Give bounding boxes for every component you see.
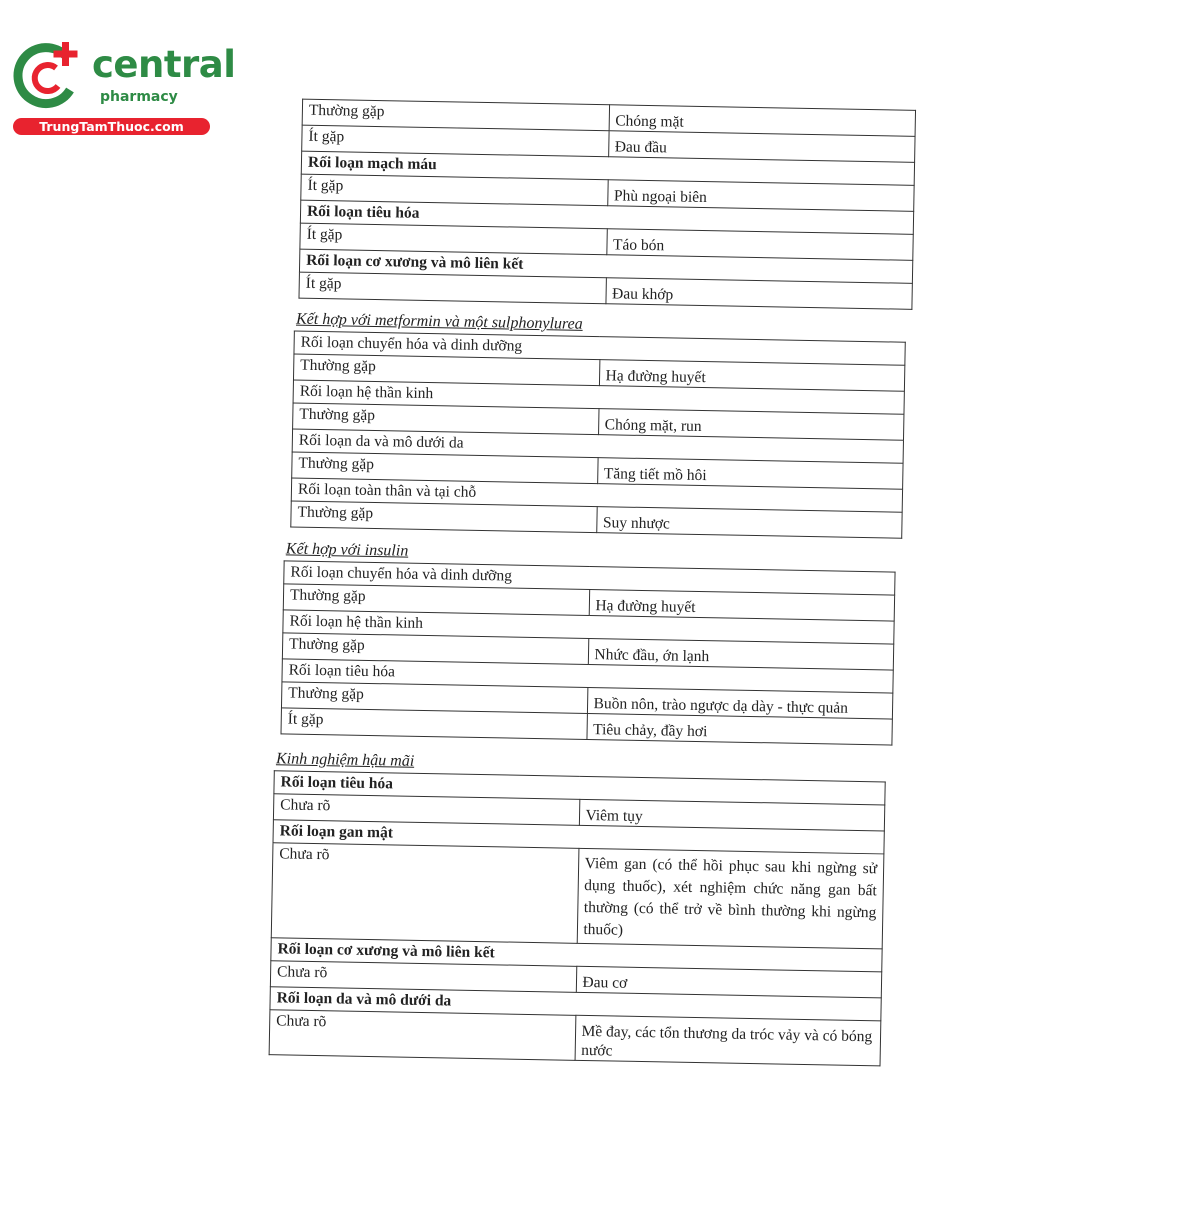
- frequency-cell: Chưa rõ: [271, 843, 578, 944]
- adverse-effects-table-3: [280, 560, 895, 745]
- section-caption: Kết hợp với metformin và một sulphonylurea: [295, 310, 583, 333]
- frequency-cell: Ít gặp: [299, 272, 606, 304]
- frequency-cell: Thường gặp: [282, 633, 588, 665]
- section-insulin: [280, 540, 895, 745]
- frequency-cell: Thường gặp: [293, 354, 599, 386]
- section-post-marketing: [269, 750, 886, 1066]
- table-continued: [298, 99, 916, 310]
- effect-cell: Nhức đầu, ớn lạnh: [588, 638, 894, 670]
- category-label: Rối loạn hệ thần kinh: [293, 380, 904, 414]
- effect-cell: Suy nhược: [596, 507, 902, 539]
- section-caption: Kinh nghiệm hậu mãi: [275, 750, 415, 770]
- category-label: Rối loạn da và mô dưới da: [270, 987, 881, 1021]
- category-label: Rối loạn cơ xương và mô liên kết: [271, 938, 882, 972]
- frequency-cell: Ít gặp: [281, 708, 587, 740]
- frequency-cell: Chưa rõ: [269, 1010, 575, 1061]
- effect-cell: Hạ đường huyết: [589, 589, 895, 621]
- frequency-cell: Chưa rõ: [270, 961, 576, 993]
- section-caption: Kết hợp với insulin: [285, 540, 409, 560]
- brand-website: TrungTamThuoc.com: [13, 118, 210, 135]
- brand-name: central: [92, 43, 236, 86]
- effect-cell: Đau khớp: [605, 278, 912, 310]
- frequency-cell: Chưa rõ: [273, 794, 579, 826]
- effect-cell: Tăng tiết mồ hôi: [597, 458, 903, 490]
- frequency-cell: Thường gặp: [293, 403, 599, 435]
- effect-cell: Viêm tụy: [579, 799, 885, 831]
- effect-cell: Mề đay, các tổn thương da tróc vảy và có bóng nước: [575, 1015, 881, 1066]
- effect-cell: Phù ngoại biên: [607, 180, 914, 212]
- frequency-cell: Thường gặp: [283, 584, 589, 616]
- category-label: Rối loạn gan mật: [273, 820, 884, 854]
- frequency-cell: Thường gặp: [302, 99, 609, 131]
- category-label: Rối loạn cơ xương và mô liên kết: [299, 249, 912, 283]
- category-label: Rối loạn tiêu hóa: [282, 659, 893, 693]
- section-metformin-sulphonylurea: [290, 311, 906, 539]
- frequency-cell: Ít gặp: [302, 125, 609, 157]
- effect-cell: Viêm gan (có thể hồi phục sau khi ngừng sử dụng thuốc), xét nghiệm chức năng gan bất thường (có thể trở về bình thường khi ngừng thuốc): [577, 848, 884, 949]
- brand-subtitle: pharmacy: [100, 89, 178, 105]
- category-label: Rối loạn tiêu hóa: [300, 200, 913, 234]
- table-row: [271, 843, 884, 949]
- frequency-cell: Thường gặp: [292, 452, 598, 484]
- effect-cell: Đau cơ: [576, 966, 882, 998]
- adverse-effects-table-1: [298, 99, 916, 310]
- category-label: Rối loạn hệ thần kinh: [283, 610, 894, 644]
- category-label: Rối loạn da và mô dưới da: [292, 429, 903, 463]
- effect-cell: Buồn nôn, trào ngược dạ dày - thực quản: [587, 687, 893, 719]
- frequency-cell: Thường gặp: [281, 682, 587, 714]
- effect-cell: Tiêu chảy, đầy hơi: [586, 713, 892, 745]
- category-label: Rối loạn toàn thân và tại chỗ: [291, 478, 902, 512]
- frequency-cell: Thường gặp: [291, 501, 597, 533]
- effect-cell: Hạ đường huyết: [599, 360, 905, 392]
- adverse-effects-table-4: [269, 770, 886, 1066]
- frequency-cell: Ít gặp: [300, 223, 607, 255]
- category-label: Rối loạn tiêu hóa: [274, 771, 885, 805]
- category-label: Rối loạn chuyển hóa và dinh dưỡng: [294, 331, 905, 365]
- category-label: Rối loạn mạch máu: [301, 151, 914, 185]
- effect-cell: Chóng mặt, run: [598, 409, 904, 441]
- effect-cell: Chóng mặt: [609, 105, 916, 137]
- adverse-effects-table-2: [290, 331, 906, 539]
- category-label: Rối loạn chuyển hóa và dinh dưỡng: [284, 561, 895, 595]
- effect-cell: Đau đầu: [608, 131, 915, 163]
- effect-cell: Táo bón: [606, 229, 913, 261]
- frequency-cell: Ít gặp: [301, 174, 608, 206]
